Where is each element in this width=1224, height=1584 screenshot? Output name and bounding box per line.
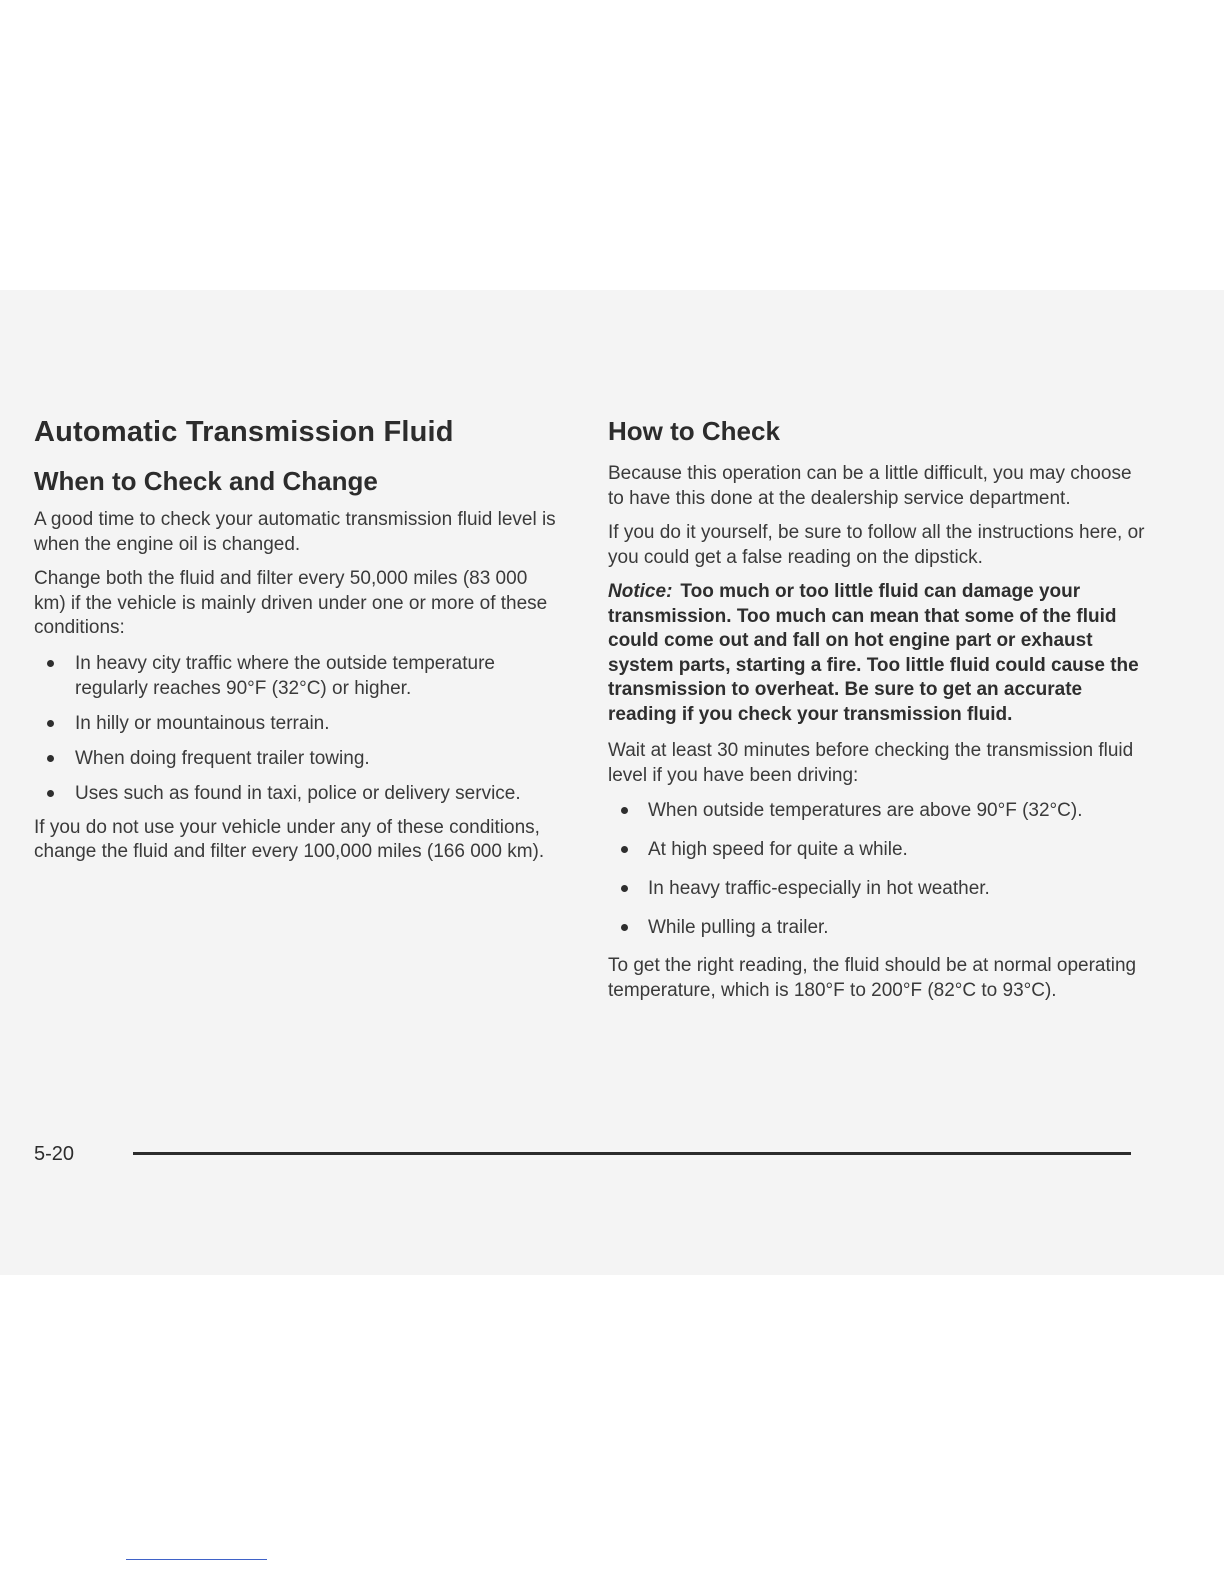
right-column	[608, 414, 1148, 1013]
section-title: How to Check	[608, 416, 780, 446]
bullet-icon	[47, 755, 54, 762]
link-underline	[126, 1559, 267, 1560]
paragraph: If you do it yourself, be sure to follow all the instructions here, or you could get a false reading on the dipstick.	[608, 522, 1145, 568]
list-item-text: In heavy traffic-especially in hot weather.	[648, 878, 990, 899]
bullet-icon	[47, 660, 54, 667]
paragraph: A good time to check your automatic transmission fluid level is when the engine oil is changed.	[34, 509, 556, 555]
notice-block	[608, 580, 1148, 727]
list-item	[608, 915, 1148, 940]
list-item-text: When outside temperatures are above 90°F (32°C).	[648, 800, 1083, 821]
notice-label: Notice:	[608, 581, 673, 602]
list-item-text: In heavy city traffic where the outside temperature regularly reaches 90°F (32°C) or higher.	[75, 652, 495, 699]
list-item	[608, 876, 1148, 901]
list-item	[34, 746, 564, 771]
driving-conditions-list	[608, 798, 1148, 940]
list-item	[34, 711, 564, 736]
bullet-icon	[621, 807, 628, 814]
paragraph: To get the right reading, the fluid should be at normal operating temperature, which is 180°F to 200°F (82°C to 93°C).	[608, 955, 1137, 1001]
list-item-text: At high speed for quite a while.	[648, 839, 908, 860]
bullet-icon	[621, 924, 628, 931]
bullet-icon	[621, 885, 628, 892]
list-item-text: In hilly or mountainous terrain.	[75, 712, 330, 734]
section-title: Automatic Transmission Fluid	[34, 416, 454, 448]
subsection-title: When to Check and Change	[34, 466, 378, 496]
list-item	[608, 837, 1148, 862]
list-item-text: While pulling a trailer.	[648, 917, 829, 938]
bullet-icon	[47, 790, 54, 797]
list-item	[34, 781, 564, 806]
list-item-text: Uses such as found in taxi, police or delivery service.	[75, 782, 521, 804]
paragraph: If you do not use your vehicle under any of these conditions, change the fluid and filter every 100,000 miles (166 000 km).	[34, 816, 545, 862]
list-item-text: When doing frequent trailer towing.	[75, 747, 370, 769]
page-number: 5-20	[34, 1143, 75, 1165]
notice-text: Too much or too little fluid can damage your transmission. Too much can mean that some of the fluid could come out and fall on hot engine part or exhaust system parts, starting a fire. Too little fluid could cause the transmission to overheat. Be sure to get an accurate reading if you check your transmission fluid.	[608, 581, 1139, 725]
bullet-icon	[621, 846, 628, 853]
paragraph: Change both the fluid and filter every 50,000 miles (83 000 km) if the vehicle is mainly driven under one or more of these conditions:	[34, 568, 548, 638]
conditions-list	[34, 651, 564, 806]
list-item	[608, 798, 1148, 823]
paragraph: Because this operation can be a little difficult, you may choose to have this done at the dealership service department.	[608, 463, 1132, 509]
list-item	[34, 651, 564, 701]
bullet-icon	[47, 720, 54, 727]
left-column	[34, 414, 564, 875]
paragraph: Wait at least 30 minutes before checking the transmission fluid level if you have been driving:	[608, 740, 1134, 786]
footer-divider	[133, 1152, 1131, 1155]
